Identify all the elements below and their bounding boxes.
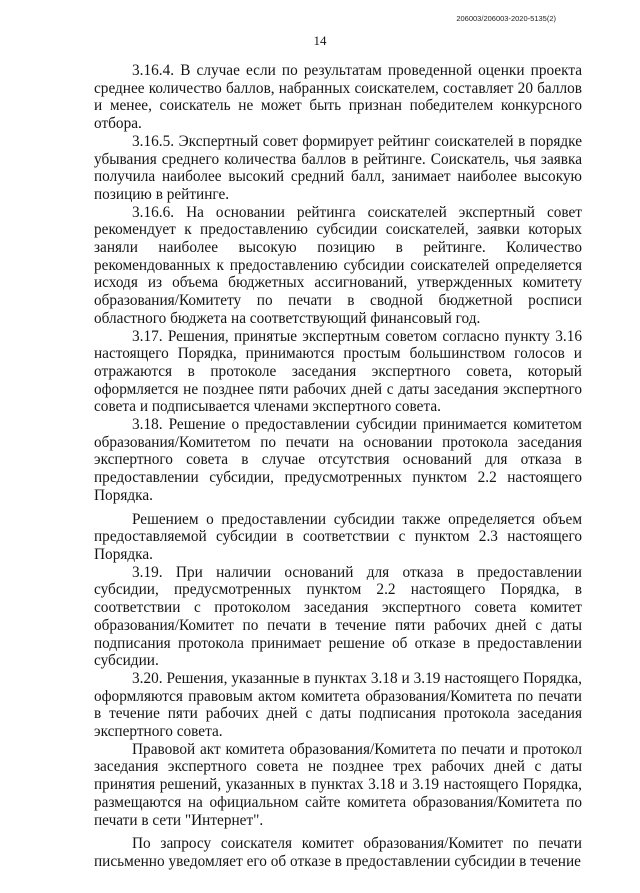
paragraph-refusal-notice: По запросу соискателя комитет образования/Комитет по печати письменно уведомляет его об отказе в предоставлении субсидии в течение [94, 835, 582, 870]
document-body [94, 62, 582, 871]
paragraph-3-16-4: 3.16.4. В случае если по результатам проведенной оценки проекта среднее количество баллов, набранных соискателем, составляет 20 баллов и менее, соискатель не может быть признан победителем конкурсного отбора. [94, 62, 582, 133]
document-id: 206003/206003-2020-5135(2) [456, 14, 556, 23]
paragraph-3-20: 3.20. Решения, указанные в пунктах 3.18 и 3.19 настоящего Порядка, оформляются правовым актом комитета образования/Комитета по печати в течение пяти рабочих дней с даты подписания протокола заседания экспертного совета. [94, 669, 582, 741]
paragraph-3-19: 3.19. При наличии оснований для отказа в предоставлении субсидии, предусмотренных пунктом 2.2 настоящего Порядка, в соответствии с протоколом заседания экспертного совета комитет образования/Комитет по печати в течение пяти рабочих дней с даты подписания протокола принимает решение об отказе в предоставлении субсидии. [94, 563, 582, 670]
paragraph-3-16-6: 3.16.6. На основании рейтинга соискателей экспертный совет рекомендует к предоставлению субсидии соискателей, заявки которых заняли наиболее высокую позицию в рейтинге. Количество рекомендованных к предоставлению субсидии соискателей определяется исходя из объема бюджетных ассигнований, утвержденных комитету образования/Комитету по печати в сводной бюджетной росписи областного бюджета на соответствующий финансовый год. [94, 203, 582, 327]
paragraph-3-16-5: 3.16.5. Экспертный совет формирует рейтинг соискателей в порядке убывания среднего количества баллов в рейтинге. Соискатель, чья заявка получила наиболее высокий средний балл, занимает наиболее высокую позицию в рейтинге. [94, 132, 582, 203]
paragraph-3-17: 3.17. Решения, принятые экспертным советом согласно пункту 3.16 настоящего Порядка, принимаются простым большинством голосов и отражаются в протоколе заседания экспертного совета, который оформляется не позднее пяти рабочих дней с даты заседания экспертного совета и подписывается членами экспертного совета. [94, 327, 582, 416]
page-number: 14 [313, 33, 327, 48]
paragraph-subsidy-amount: Решением о предоставлении субсидии также определяется объем предоставляемой субсидии в соответствии с пунктом 2.3 настоящего Порядка. [94, 510, 582, 563]
paragraph-3-18: 3.18. Решение о предоставлении субсидии принимается комитетом образования/Комитетом по печати на основании протокола заседания экспертного совета в случае отсутствия оснований для отказа в предоставлении субсидии, предусмотренных пунктом 2.2 настоящего Порядка. [94, 416, 582, 504]
paragraph-legal-act: Правовой акт комитета образования/Комитета по печати и протокол заседания экспертного совета не позднее трех рабочих дней с даты принятия решений, указанных в пунктах 3.18 и 3.19 настоящего Порядка, размещаются на официальном сайте комитета образования/Комитета по печати в сети "Интернет". [94, 740, 582, 829]
